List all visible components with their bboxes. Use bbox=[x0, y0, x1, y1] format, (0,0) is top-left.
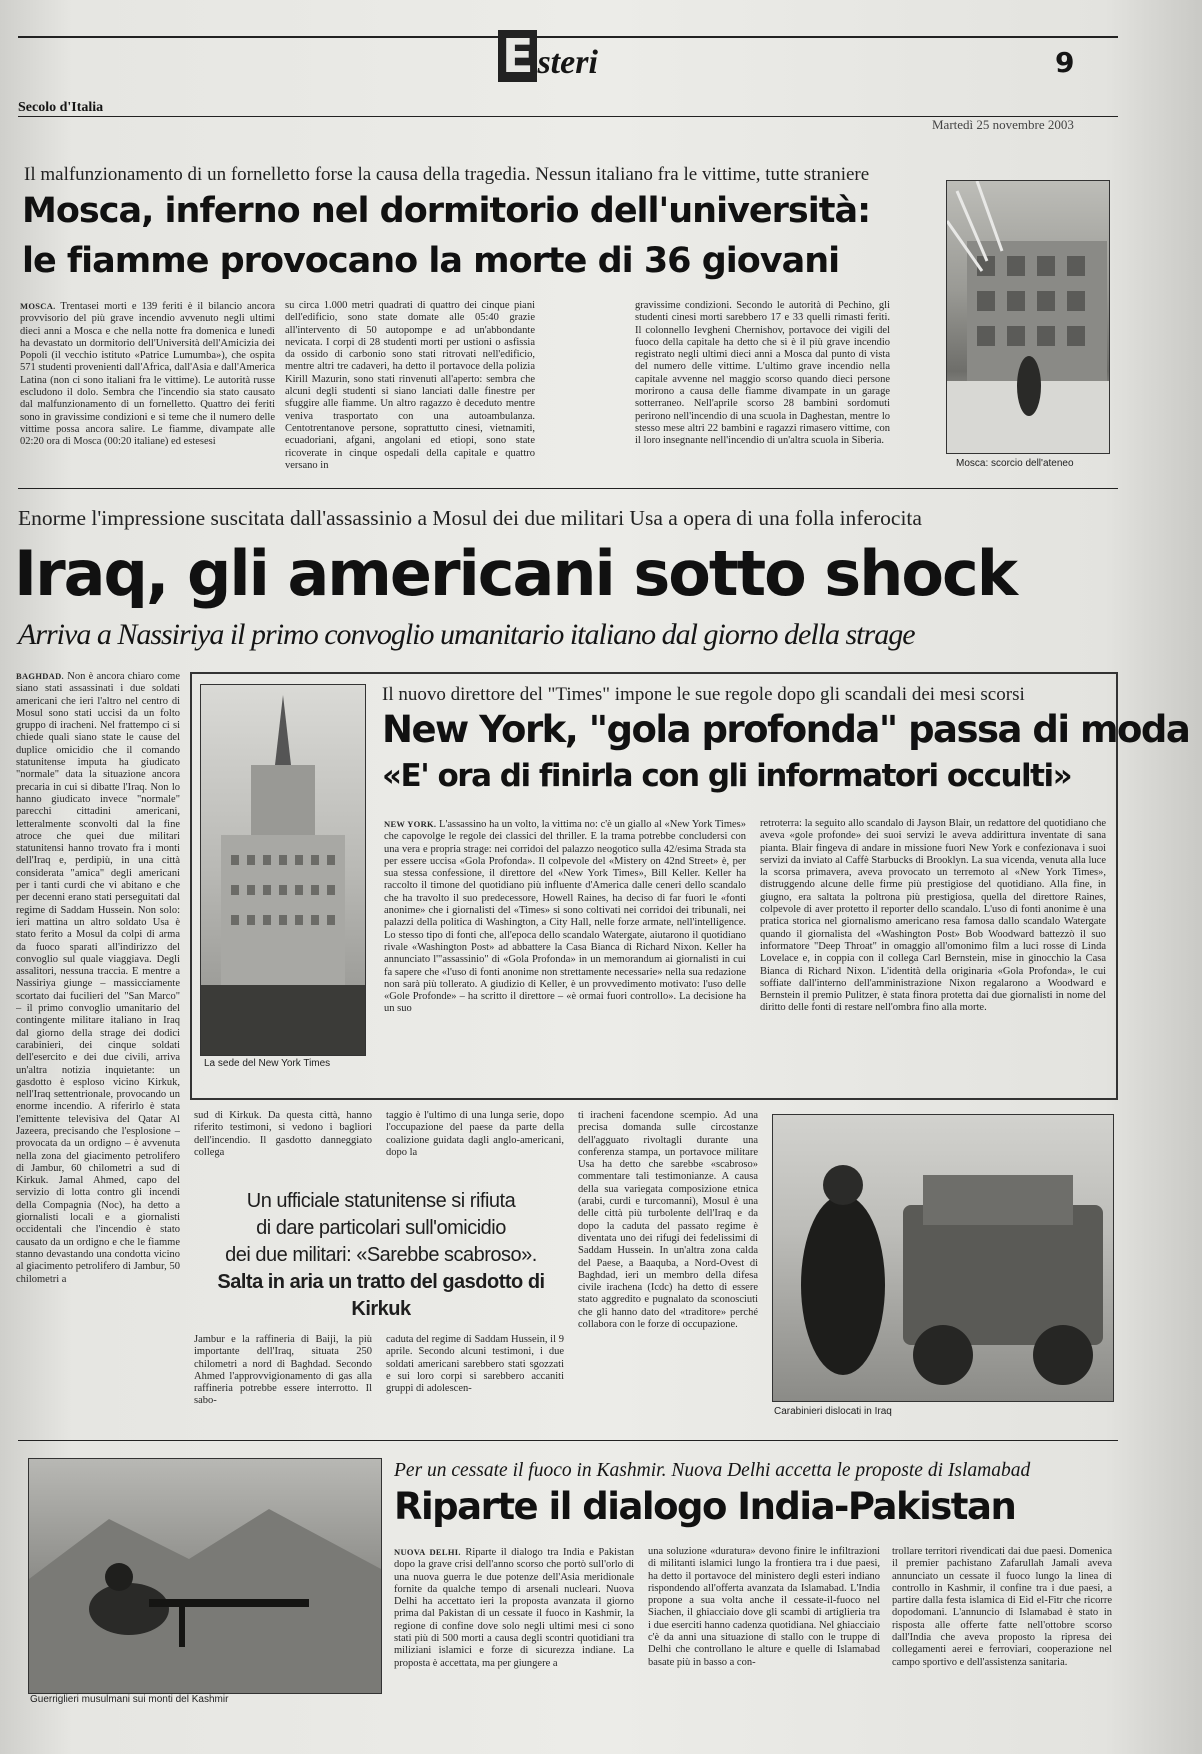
section-rule-2 bbox=[18, 1440, 1118, 1441]
iraq-col-1-text: Non è ancora chiaro come siano stati assassinati i due soldati americani che ieri l'altro nel centro di Mosul sono stati uccisi da un folto gruppo di iracheni. Nel frattempo ci si chiede quali siano state le cause del duplice omicidio che il comando statunitense imputa ha giudicato "normale" data la situazione ancora precaria in cui si dibatte l'Iraq. Non lo hanno giudicato invece "normale" parecchi cittadini americani, letteralmente sconvolti dal la fine atroce che quei due militari statunitensi hanno trovato fra i monti dell'Iraq e, perdipiù, in una città considerata "amica" degli americani per i tanti curdi che vi abitano e che per decenni erano stati perseguitati dal regime di Saddam Hussein. Non solo: ieri mattina un altro soldato Usa è stato ferito a Mosul da colpi di arma da fuoco sparati all'indirizzo del convoglio sul quale viaggiava. Degli assalitori, nessuna traccia. E mentre a Nassiriya giunge – massicciamente scortato dai fucilieri del "San Marco" – il primo convoglio umanitario del contingente militare italiano in Iraq dal giorno della strage dei dodici carabinieri, dei cinque soldati dell'esercito e dei due civili, arriva un'altra notizia inquietante: un gasdotto è esploso vicino Kirkuk, nell'Iraq settentrionale, provocando un enorme incendio. A riferirlo è stata l'emittente televisiva del Qatar Al Jazeera, precisando che l'esplosione – provocata da un ordigno – è avvenuta nella zona del giacimento petrolifero di Jambur, 60 chilometri a sud di Kirkuk. Jamal Ahmed, capo del servizio di lotta contro gli incendi della Compagnia (Noc), ha detto a giornalisti locali e a giornalisti occidentali che l'incendio è stato causato da un ordigno e che le fiamme stanno devastando una condotta vicino al giacimento petrolifero di Jambur, 50 chilometri a bbox=[16, 671, 180, 1285]
kashmir-photo bbox=[28, 1458, 382, 1694]
section-title bbox=[498, 30, 598, 90]
moscow-col-3 bbox=[635, 300, 890, 470]
nyt-photo bbox=[200, 684, 366, 1056]
moscow-dateline: MOSCA. bbox=[20, 301, 56, 311]
nyt-col-1-text: L'assassino ha un volto, la vittima no: c'è un giallo al «New York Times» che capovolge le regole dei classici del thriller. E la trama potrebbe concludersi con una vera e propria strage: nei corridoi del palazzo neogotico sulla 42/esima Strada sta per essere uccisa «Gola Profonda». Il colpevole del «Mistery on 42nd Street» è, per sua stessa confessione, il direttore del «New York Times», Bill Keller. Keller ha raccolto il timone del quotidiano più influente d'America dalle ceneri dello scandalo che ha travolto il suo predecessore, Howell Raines, ha deciso di far fuori le «fonti anonime» che i giornalisti del «Times» si sono coltivati nei corridoi dei tribunali, nei palazzi della politica di Washington, a City Hall, nelle forze armate, nell'intelligence. Lo stesso tipo di fonti che, all'epoca dello scandalo Watergate, aiutarono il quotidiano rivale «Washington Post» ad abbattere la Casa Bianca di Richard Nixon. Keller ha annunciato l'"assassinio" di «Gola Profonda» in un memorandum ai giornalisti in cui fa sapere che «l'uso di fonti anonime non strettamente necessarie» nella sua redazione non sarà più tollerato. A giudizio di Keller, è un provvedimento motivato: l'uso delle «Gole Profonde» – ha scritto il direttore – «è ormai fuori controllo». La decisione ha un suo bbox=[384, 819, 746, 1015]
iraq-pullquote-line-2: di dare particolari sull'omicidio bbox=[256, 1217, 506, 1239]
nyt-headline-2: «E' ora di finirla con gli informatori occulti» bbox=[382, 758, 1072, 794]
nyt-photo-caption: La sede del New York Times bbox=[204, 1058, 331, 1069]
section-rest: steri bbox=[537, 44, 598, 81]
section-rule-1 bbox=[18, 488, 1118, 489]
page-number: 9 bbox=[1055, 46, 1075, 79]
moscow-col-2 bbox=[285, 300, 535, 470]
moscow-col-2-text: su circa 1.000 metri quadrati di quattro dei cinque piani dell'edificio, sono state domate alle 05:40 grazie all'intervento di 50 autopompe e ad un'abbondante nevicata. I corpi di 28 studenti morti per ustioni o asfissia da ossido di carbonio sono stati ritrovati nell'edificio, mentre altri tre cadaveri, ha detto il portavoce della polizia Kirill Mazurin, sono stati rinvenuti all'aperto: sembra che alcuni degli studenti si siano lanciati dalle finestre per sfuggire alle fiamme. Un altro ragazzo è deceduto mentre veniva trasportato con una autoambulanza. Centotrentanove persone, soprattutto cinesi, vietnamiti, ecuadoriani, afgani, angolani ed etiopi, sono state ricoverate in cinque ospedali della capitale e quattro versano in bbox=[285, 300, 535, 470]
moscow-kicker: Il malfunzionamento di un fornelletto forse la causa della tragedia. Nessun italiano fra le vittime, tutte straniere bbox=[24, 164, 870, 185]
india-col-2 bbox=[648, 1546, 880, 1742]
moscow-photo-caption: Mosca: scorcio dell'ateneo bbox=[956, 458, 1074, 469]
moscow-col-1-text: Trentasei morti e 139 feriti è il bilancio ancora provvisorio del più grave incendio avvenuto negli ultimi dieci anni a Mosca e che nella notte fra domenica e lunedì ha devastato un dormitorio dell'Università dell'Amicizia dei Popoli (il vecchio istituto «Patrice Lumumba»), che ospita 571 studenti provenienti dall'Africa, dall'Asia e dall'America Latina (non ci sono italiani fra le vittime). Le autorità russe escludono il dolo. Sembra che l'incendio sia stato causato dal malfunzionamento di un fornelletto. Quattro dei feriti sono in gravissime condizioni e si teme che il numero delle vittime possa ancora salire. Le fiamme, divampate alle 02:20 ora di Mosca (00:20 italiane) ed estesesi bbox=[20, 301, 275, 448]
iraq-photo bbox=[772, 1114, 1114, 1402]
iraq-col-2a-text: sud di Kirkuk. Da questa città, hanno riferito testimoni, si vedono i bagliori dell'incendio. Il gasdotto danneggiato collega bbox=[194, 1110, 372, 1158]
kashmir-photo-caption: Guerriglieri musulmani sui monti del Kashmir bbox=[30, 1694, 229, 1705]
iraq-col-4-text: ti iracheni facendone scempio. Ad una precisa domanda sulle circostanze dell'agguato rivoltagli durante una conferenza stampa, un portavoce militare Usa ha detto che sarebbe «scabroso» commentare tali testimonianze. A causa della sua variegata composizione etnica (arabi, curdi e turcomanni), Mosul è una delle città più turbolente dell'Iraq e da dopo la caduta del passato regime è diventata uno dei rifugi dei fedelissimi di Saddam Hussein. In un'altra zona calda del Paese, a Baaquba, a Nord-Ovest di Baghdad, ieri un membro della difesa civile irachena (Icdc) ha detto di essere stato aggredito e pugnalato da sconosciuti che gli hanno dato del «traditore» perché collabora con le forze di occupazione. bbox=[578, 1110, 758, 1331]
iraq-col-3a bbox=[386, 1110, 564, 1166]
iraq-col-2b-text: Jambur e la raffineria di Baiji, la più importante dell'Iraq, situata 250 chilometri a nord di Baghdad. Secondo Ahmed l'approvvigionamento di gas alla raffineria potrebbe essere interrotto. Il sabo- bbox=[194, 1334, 372, 1407]
iraq-headline: Iraq, gli americani sotto shock bbox=[14, 537, 1016, 610]
india-kicker: Per un cessate il fuoco in Kashmir. Nuova Delhi accetta le proposte di Islamabad bbox=[394, 1460, 1031, 1481]
india-col-3-text: trollare territori rivendicati dai due paesi. Domenica il premier pachistano Zafarullah Jamali aveva annunciato un cessate il fuoco lungo la linea di controllo in Kashmir, il confine tra i due paesi, a partire dalla festa islamica di Eid el-Fitr che ricorre dopodomani. L'annuncio di Islamabad è stato in risposta alle offerte fatte nell'ottobre scorso dall'India che aveva proposto la ripresa dei collegamenti aerei e ferroviari, cooperazione nel campo sportivo e dell'assistenza sanitaria. bbox=[892, 1546, 1112, 1668]
paper-name: Secolo d'Italia bbox=[18, 100, 104, 115]
india-headline: Riparte il dialogo India-Pakistan bbox=[394, 1485, 1016, 1528]
india-col-1 bbox=[394, 1546, 634, 1742]
iraq-photo-caption: Carabinieri dislocati in Iraq bbox=[774, 1406, 892, 1417]
iraq-subhead: Arriva a Nassiriya il primo convoglio umanitario italiano dal giorno della strage bbox=[18, 618, 915, 651]
moscow-photo bbox=[946, 180, 1110, 454]
iraq-col-3b-text: caduta del regime di Saddam Hussein, il 9 aprile. Secondo alcuni testimoni, i due soldati americani sarebbero stati sgozzati e sui loro corpi si sarebbero accaniti gruppi di adolescen- bbox=[386, 1334, 564, 1395]
iraq-kicker: Enorme l'impressione suscitata dall'assassinio a Mosul dei due militari Usa a opera di una folla inferocita bbox=[18, 506, 922, 530]
nyt-col-2-text: retroterra: la seguito allo scandalo di Jayson Blair, un redattore del quotidiano che aveva «gole profonde» dei suoi servizi le aveva addirittura inventate di sana pianta. Blair fingeva di andare in missione fuori New York e confezionava i suoi servizi da inviato al Caffè Starbucks di Brooklyn. La sua vicenda, venuta alla luce la scorsa primavera, aveva provocato un terremoto al «New York Times», distruggendo alcune delle firme più prestigiose del quotidiano. Alla fine, in giugno, era saltata la poltrona più prestigiosa, quella del direttore Raines, colpevole di aver protetto il reporter dello scandalo. L'uso di fonti anonime è una pratica storica nel giornalismo americano resa famosa dallo scandalo Watergate quando il giornalista del «Washington Post» Bob Woodward battezzò il suo informatore "Deep Throat" in omaggio all'omonimo film a luci rosse di Linda Lovelace e, in coppia con il collega Carl Bernstein, mise in ginocchio la Casa Bianca di Richard Nixon. L'identità della originaria «Gola Profonda», le cui soffiate dall'interno dell'amministrazione Nixon regalarono a Woodward e Bernstein il premio Pulitzer, è stata finora protetta dai due giornalisti in nome del diritto delle fonti di restare nell'ombra fino alla morte. bbox=[760, 818, 1106, 1014]
nyt-col-1 bbox=[384, 818, 746, 1068]
nyt-col-2 bbox=[760, 818, 1106, 1068]
india-col-1-text: Riparte il dialogo tra India e Pakistan dopo la grave crisi dell'anno scorso che portò sull'orlo di una nuova guerra le due potenze dell'Asia meridionale fornite da qualche tempo di arsenali nucleari. Nuova Delhi ha accettato ieri la proposta avanzata il giorno prima dal Pakistan di un cessate il fuoco in Kashmir, la regione di confine dove solo negli ultimi mesi ci sono stati più di 500 morti a causa degli scontri quotidiani tra miliziani islamici e forze di sicurezza indiane. La proposta è accettata, ma per giungere a bbox=[394, 1547, 634, 1669]
india-col-3 bbox=[892, 1546, 1112, 1742]
iraq-col-3a-text: taggio è l'ultimo di una lunga serie, dopo l'occupazione del paese da parte della coalizione guidata dagli anglo-americani, dopo la bbox=[386, 1110, 564, 1158]
iraq-col-3b bbox=[386, 1334, 564, 1430]
issue-date: Martedì 25 novembre 2003 bbox=[932, 117, 1074, 132]
section-initial: E bbox=[498, 30, 537, 82]
iraq-col-4 bbox=[578, 1110, 758, 1430]
nyt-kicker: Il nuovo direttore del "Times" impone le sue regole dopo gli scandali dei mesi scorsi bbox=[382, 684, 1025, 705]
moscow-col-3-text: gravissime condizioni. Secondo le autorità di Pechino, gli studenti cinesi morti sarebbero 17 e 33 quelli rimasti feriti. Il colonnello Ievgheni Chernishov, portavoce dei vigili del fuoco della capitale ha detto che si è il più grave incendio registrato negli ultimi dieci anni a Mosca dal punto di vista del numero delle vittime. L'ultimo grave incendio nella capitale avvenne nel maggio scorso quando dieci persone morirono a causa delle fiamme divampate in un garage sotterraneo. Nell'aprile scorso 28 bambini sordomuti perirono nell'incendio di una scuola in Daghestan, mentre lo stesso mese altri 22 bambini e ragazzi rimasero vittime, con il loro insegnante nell'incendio di un'altra scuola in Siberia. bbox=[635, 300, 890, 447]
iraq-pullquote bbox=[196, 1188, 566, 1328]
iraq-pullquote-line-4: Salta in aria un tratto del gasdotto di Kirkuk bbox=[217, 1271, 545, 1320]
iraq-dateline: BAGHDAD. bbox=[16, 671, 64, 681]
iraq-pullquote-line-3: dei due militari: «Sarebbe scabroso». bbox=[225, 1244, 537, 1266]
iraq-col-2a bbox=[194, 1110, 372, 1166]
iraq-pullquote-line-1: Un ufficiale statunitense si rifiuta bbox=[246, 1190, 516, 1212]
iraq-col-2b bbox=[194, 1334, 372, 1430]
moscow-headline-1: Mosca, inferno nel dormitorio dell'università: bbox=[22, 191, 871, 231]
nyt-headline-1: New York, "gola profonda" passa di moda bbox=[382, 708, 1190, 751]
moscow-col-1 bbox=[20, 300, 275, 470]
moscow-headline-2: le fiamme provocano la morte di 36 giovani bbox=[22, 241, 840, 281]
nyt-dateline: NEW YORK. bbox=[384, 819, 437, 829]
india-col-2-text: una soluzione «duratura» devono finire le infiltrazioni di militanti islamici lungo la frontiera tra i due paesi, ha detto il portavoce del ministero degli esteri indiano rispondendo all'offerta avanzata da Islamabad. L'India propone a sua volta anche il cessate-il-fuoco nel Siachen, il ghiacciaio dove gli scambi di artiglieria tra i due eserciti hanno cadenza quotidiana. Nel ghiacciaio c'è da anni una situazione di stallo con le truppe di Delhi che controllano le alture e quelle di Islamabad basate più in basso a con- bbox=[648, 1546, 880, 1668]
india-dateline: NUOVA DELHI. bbox=[394, 1547, 461, 1557]
